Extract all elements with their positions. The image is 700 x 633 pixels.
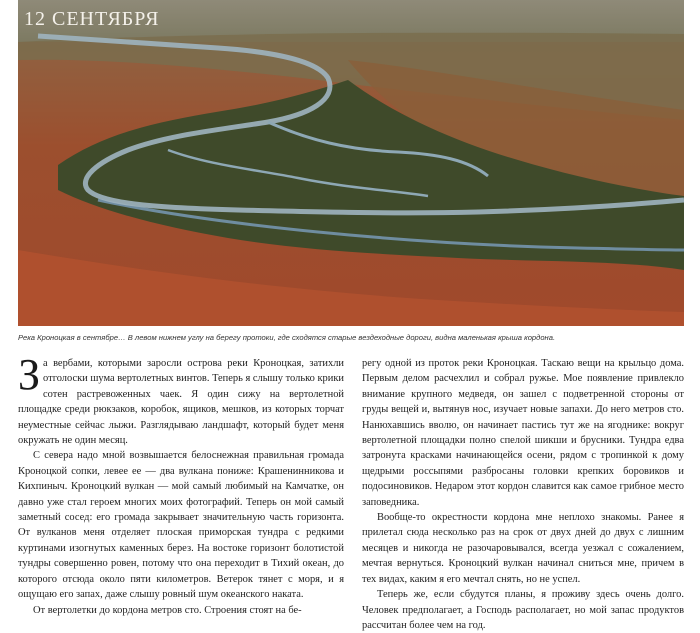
river-landscape-illustration xyxy=(18,0,684,326)
paragraph: регу одной из проток реки Кроноцкая. Таскаю вещи на крыльцо дома. Первым делом расчехлил и собрал ружье. Мое появление привлекло внимание крупного медведя, он зашел с подветренной стороны от груды вещей и, вытянув нос, изучает новые запахи. До него метров сто. Нанюхавшись вволю, он начинает пастись тут же на ягоднике: вокруг вертолетной площадки полно спелой шикши и брусники. Тундра едва затронута красками начинающейся осени, рядом с тропинкой к дому щедрыми россыпями разбросаны головки крепких боровиков и подосиновиков. Недаром этот кордон славится как самое грибное место заповедника. xyxy=(362,358,684,508)
photo-caption: Река Кроноцкая в сентябре… В левом нижнем углу на берегу протоки, где сходятся старые вездеходные дороги, видна маленькая крыша кордона. xyxy=(18,333,556,342)
paragraph: Вообще-то окрестности кордона мне неплохо знакомы. Ранее я прилетал сюда несколько раз на срок от двух дней до двух с лишним месяцев и никогда не разочаровывался, всегда уезжал с сожалением, мечтая вернуться. Кроноцкий вулкан начинал сниться мне, причем в тех видах, каким я его мечтал снять, но не успел. xyxy=(362,512,684,585)
paragraph: За вербами, которыми заросли острова реки Кроноцкая, затихли отголоски шума вертолетных винтов. Теперь я слышу только крики сотен растревоженных чаек. Я один сижу на вертолетной площадке среди рюкзаков, коробок, ящиков, мешков, из которых торчат неуместные сейчас лыжи. Разглядываю ландшафт, который будет меня окружать не один месяц. xyxy=(18,350,344,447)
drop-cap: З xyxy=(18,350,41,399)
paragraph: Теперь же, если сбудутся планы, я проживу здесь очень долго. Человек предполагает, а Господь располагает, но мой запас продуктов рассчитан более чем на год. xyxy=(362,589,684,631)
paragraph: От вертолетки до кордона метров сто. Строения стоят на бе- xyxy=(33,604,302,616)
text-column-left xyxy=(18,350,344,618)
text-column-right xyxy=(362,356,684,633)
paragraph: С севера надо мной возвышается белоснежная правильная громада Кроноцкой сопки, левее ее — два вулкана пониже: Крашенинникова и Кихпиныч. Кроноцкий вулкан — мой самый любимый на Камчатке, он давно уже стал героем многих моих фотографий. Теперь он мой самый заметный сосед: его громада закрывает значительную часть горизонта. От вулканов меня отделяет плоская приморская тундра с редкими куртинами изогнутых каменных берез. На востоке горизонт болотистой тундры совершенно ровен, потому что она переходит в Тихий океан, до которого отсюда около пяти километров. Ветерок тянет с моря, и я ощущаю его запах, даже слышу ровный шум океанского наката. xyxy=(18,450,344,601)
date-label: 12 СЕНТЯБРЯ xyxy=(24,8,160,30)
aerial-photo xyxy=(18,0,684,326)
